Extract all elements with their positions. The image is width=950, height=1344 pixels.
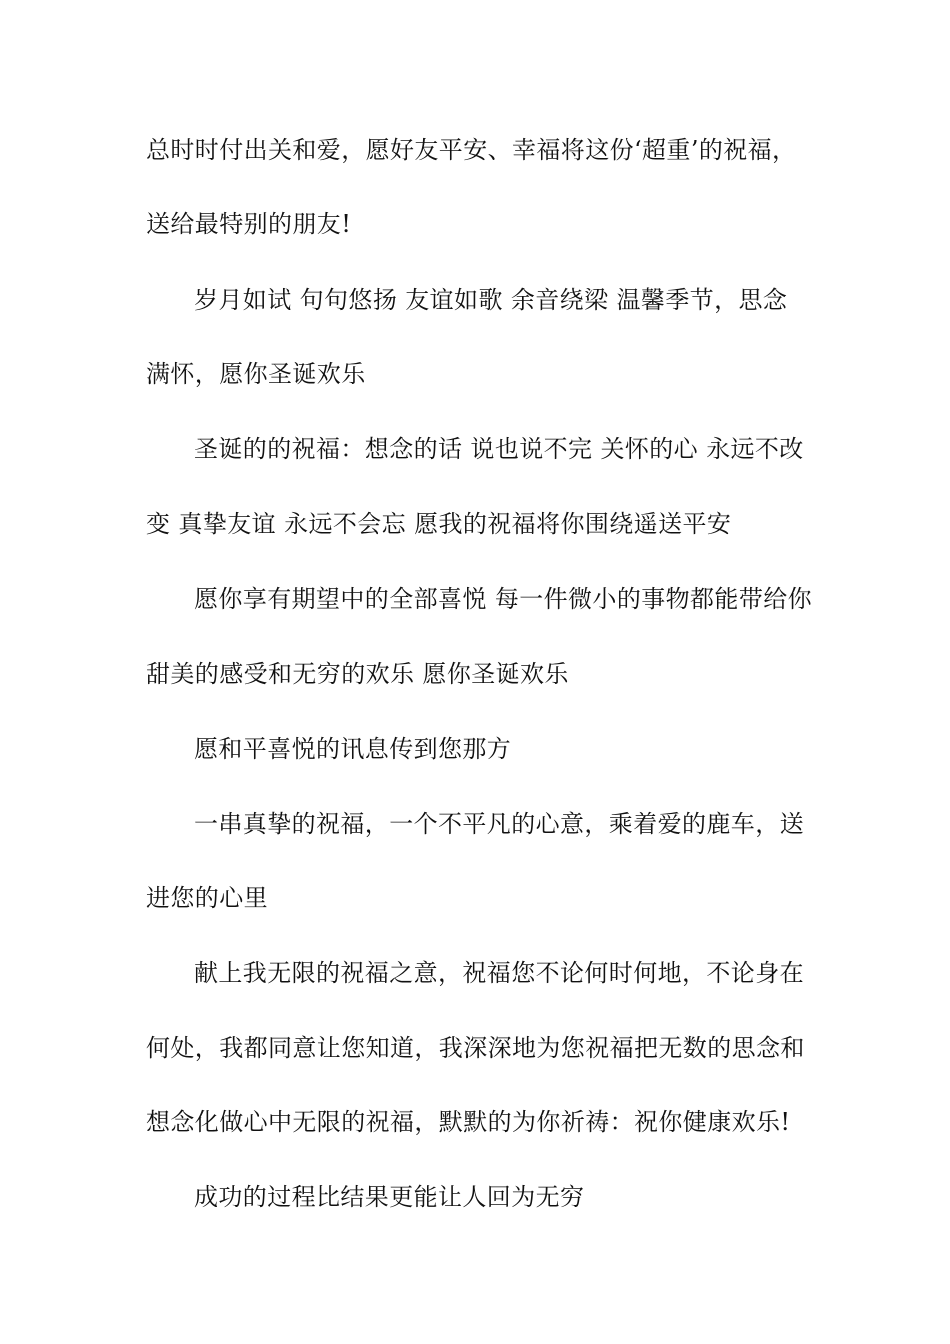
paragraph-5-line-1: 愿和平喜悦的讯息传到您那方 xyxy=(194,735,512,763)
paragraph-6-line-2: 进您的心里 xyxy=(146,884,268,912)
paragraph-8-line-1: 成功的过程比结果更能让人回为无穷 xyxy=(194,1183,585,1211)
paragraph-7-line-1: 献上我无限的祝福之意，祝福您不论何时何地，不论身在 xyxy=(194,959,804,987)
paragraph-1-line-2: 送给最特别的朋友! xyxy=(146,210,352,238)
paragraph-7-line-2: 何处，我都同意让您知道，我深深地为您祝福把无数的思念和 xyxy=(146,1034,805,1062)
paragraph-1-line-1: 总时时付出关和爱，愿好友平安、幸福将这份‘超重’的祝福， xyxy=(146,136,797,164)
paragraph-3-line-2: 变 真挚友谊 永远不会忘 愿我的祝福将你围绕遥送平安 xyxy=(146,510,732,538)
paragraph-6-line-1: 一串真挚的祝福，一个不平凡的心意，乘着爱的鹿车，送 xyxy=(194,810,804,838)
paragraph-7-line-3: 想念化做心中无限的祝福，默默的为你祈祷：祝你健康欢乐! xyxy=(146,1108,791,1136)
paragraph-2-line-2: 满怀，愿你圣诞欢乐 xyxy=(146,360,366,388)
paragraph-2-line-1: 岁月如试 句句悠扬 友谊如歌 余音绕梁 温馨季节，思念 xyxy=(194,286,788,314)
paragraph-4-line-1: 愿你享有期望中的全部喜悦 每一件微小的事物都能带给你 xyxy=(194,585,813,613)
paragraph-4-line-2: 甜美的感受和无穷的欢乐 愿你圣诞欢乐 xyxy=(146,660,569,688)
paragraph-3-line-1: 圣诞的的祝福：想念的话 说也说不完 关怀的心 永远不改 xyxy=(194,435,804,463)
